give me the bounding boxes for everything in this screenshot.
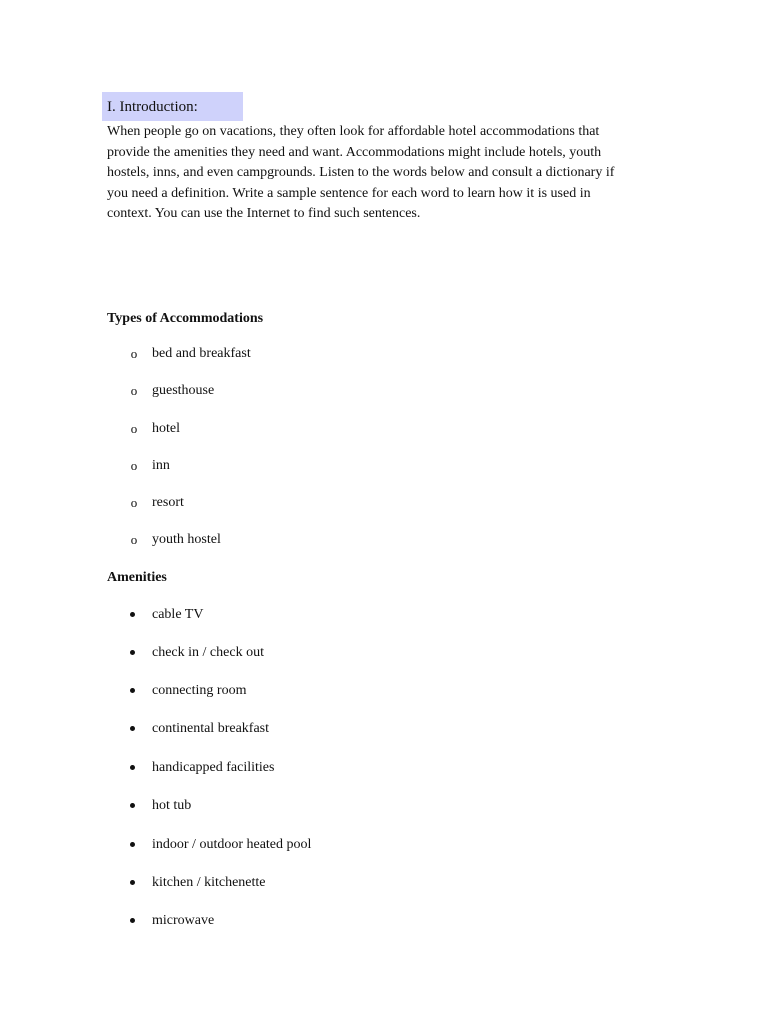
list-item-text: resort [152, 495, 184, 510]
paragraph-line: provide the amenities they need and want. Accommodations might include hotels, youth [107, 144, 602, 160]
list-item-text: kitchen / kitchenette [152, 875, 266, 890]
list-item-text: youth hostel [152, 532, 221, 547]
circle-bullet-icon: o [130, 383, 138, 398]
list-item-text: inn [152, 458, 170, 473]
paragraph-line: When people go on vacations, they often look for affordable hotel accommodations that [107, 124, 600, 139]
list-item-text: check in / check out [152, 645, 264, 660]
list-item-text: guesthouse [152, 383, 215, 398]
paragraph-line: you need a definition. Write a sample sentence for each word to learn how it is used in [107, 185, 591, 201]
circle-bullet-icon: o [130, 421, 138, 436]
introduction-heading [102, 92, 243, 121]
list-item-text: indoor / outdoor heated pool [152, 837, 312, 852]
list-item-text: connecting room [152, 683, 247, 698]
list-item-text: hot tub [152, 798, 192, 813]
circle-bullet-icon: o [130, 495, 138, 510]
circle-bullet-icon: o [130, 458, 138, 473]
paragraph-line: context. You can use the Internet to find such sentences. [107, 206, 421, 222]
list-item-text: cable TV [152, 607, 204, 622]
list-item-text: continental breakfast [152, 721, 270, 736]
amenities-heading: Amenities [107, 570, 167, 585]
list-item-text: handicapped facilities [152, 760, 275, 775]
list-item-text: microwave [152, 913, 215, 928]
accommodations-heading: Types of Accommodations [107, 311, 264, 326]
list-item-text: hotel [152, 421, 180, 436]
circle-bullet-icon: o [130, 532, 138, 547]
paragraph-line: hostels, inns, and even campgrounds. Listen to the words below and consult a dictionary if [107, 165, 615, 181]
list-item-text: bed and breakfast [152, 346, 251, 361]
introduction-heading-text: I. Introduction: [107, 99, 198, 115]
circle-bullet-icon: o [130, 346, 138, 361]
introduction-paragraph [107, 122, 667, 225]
